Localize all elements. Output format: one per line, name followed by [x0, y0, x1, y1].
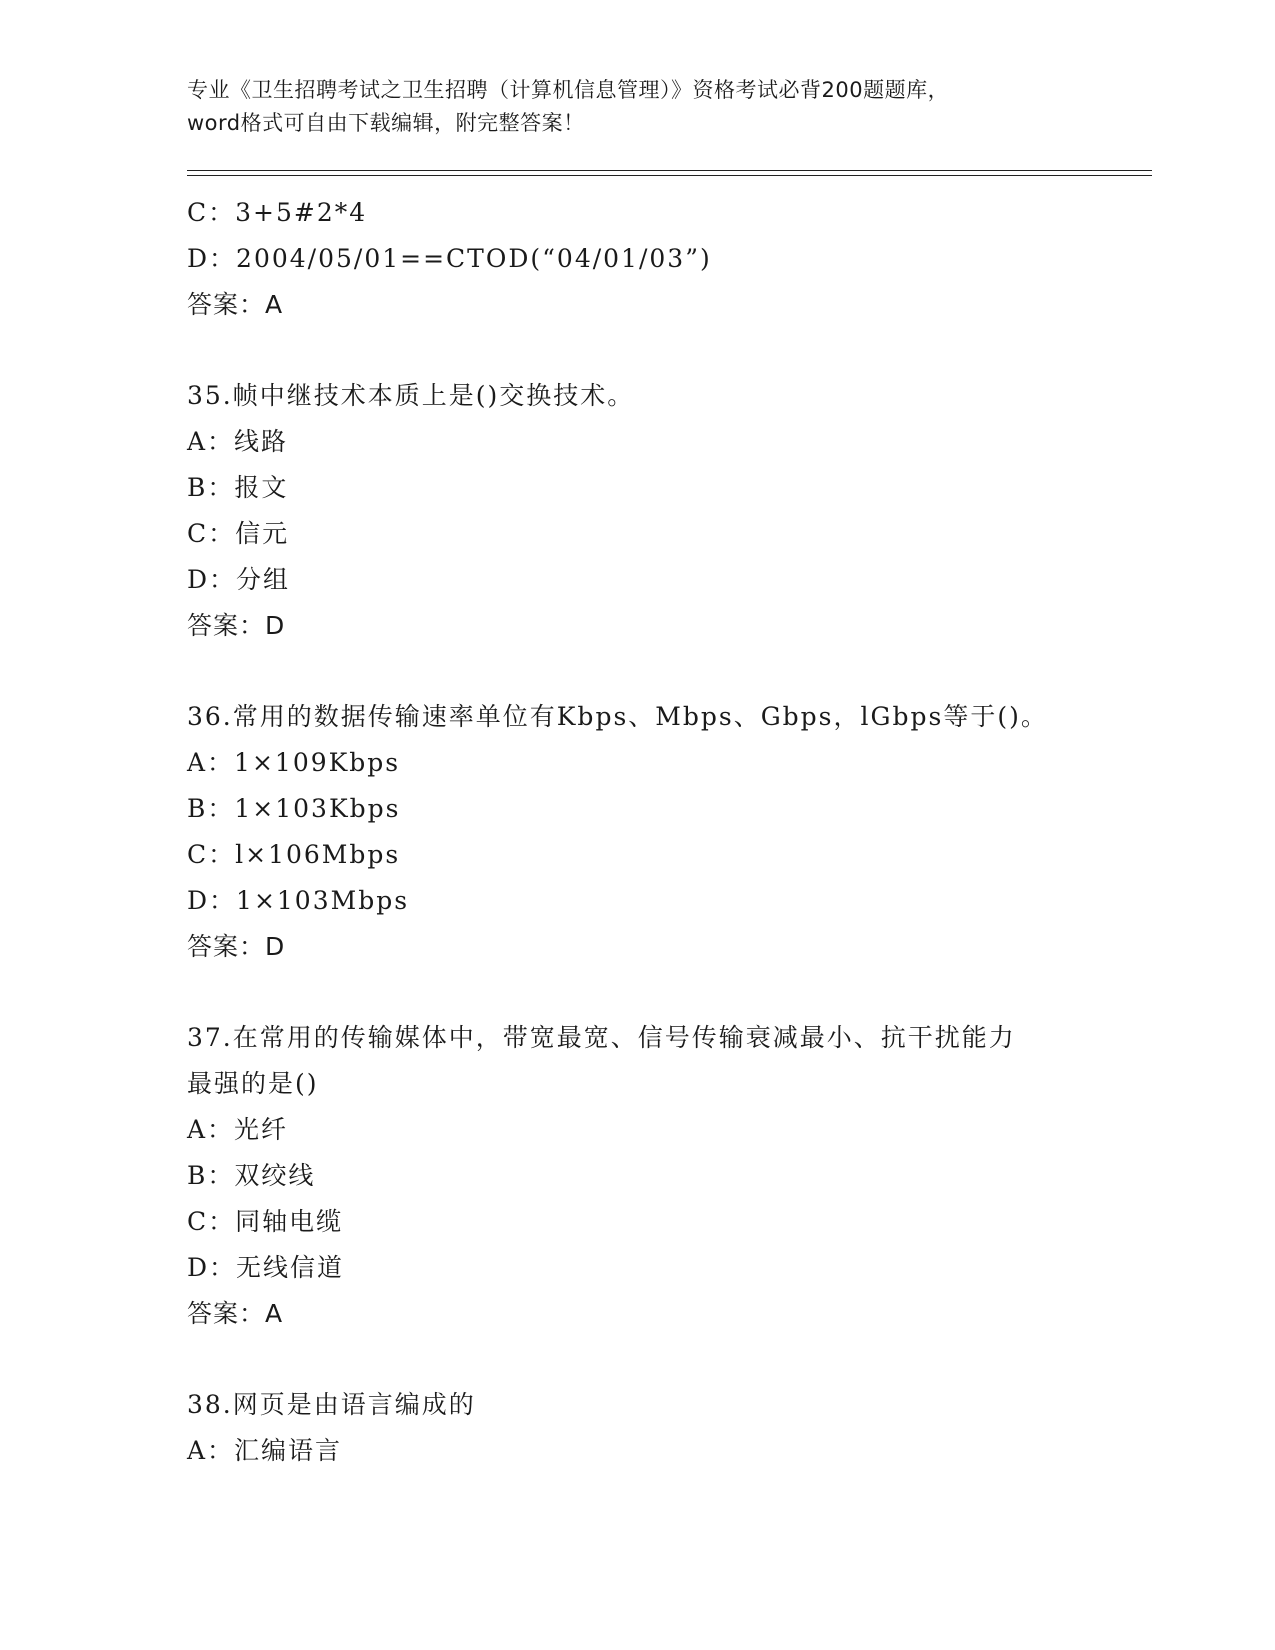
question-stem: 38.网页是由语言编成的 — [187, 1390, 476, 1419]
question-stem: 35.帧中继技术本质上是()交换技术。 — [187, 381, 635, 410]
question-35 — [187, 373, 1147, 649]
answer: 答案：D — [187, 611, 286, 640]
question-34-tail — [187, 190, 1147, 328]
question-stem: 36.常用的数据传输速率单位有Kbps、Mbps、Gbps，lGbps等于()。 — [187, 702, 1048, 731]
header-rule-bottom — [187, 175, 1152, 176]
option-d: D：分组 — [187, 565, 291, 594]
question-36 — [187, 694, 1147, 970]
question-38 — [187, 1382, 1147, 1474]
answer: 答案：A — [187, 1299, 284, 1328]
option-a: A：光纤 — [187, 1115, 289, 1144]
option-b: B：双绞线 — [187, 1161, 316, 1190]
question-list — [187, 190, 1147, 1474]
answer: 答案：D — [187, 932, 286, 961]
option-c: C：3+5#2*4 — [187, 198, 368, 227]
option-a: A：线路 — [187, 427, 289, 456]
option-a: A：汇编语言 — [187, 1436, 343, 1465]
option-c: C：同轴电缆 — [187, 1207, 344, 1236]
option-d: D：1×103Mbps — [187, 886, 410, 915]
option-d: D：无线信道 — [187, 1253, 345, 1282]
header-line-2: word格式可自由下载编辑，附完整答案！ — [187, 111, 585, 135]
option-a: A：1×109Kbps — [187, 748, 401, 777]
question-37 — [187, 1015, 1147, 1337]
question-stem: 37.在常用的传输媒体中，带宽最宽、信号传输衰减最小、抗干扰能力 — [187, 1023, 1016, 1052]
document-header — [187, 74, 1087, 140]
option-b: B：报文 — [187, 473, 289, 502]
question-stem-continued: 最强的是() — [187, 1069, 319, 1098]
header-rule-top — [187, 170, 1152, 171]
answer: 答案：A — [187, 290, 284, 319]
header-line-1: 专业《卫生招聘考试之卫生招聘（计算机信息管理）》资格考试必背200题题库， — [187, 78, 950, 102]
option-c: C：信元 — [187, 519, 290, 548]
option-d: D：2004/05/01==CTOD(“04/01/03”) — [187, 244, 712, 273]
option-b: B：1×103Kbps — [187, 794, 401, 823]
option-c: C：l×106Mbps — [187, 840, 401, 869]
